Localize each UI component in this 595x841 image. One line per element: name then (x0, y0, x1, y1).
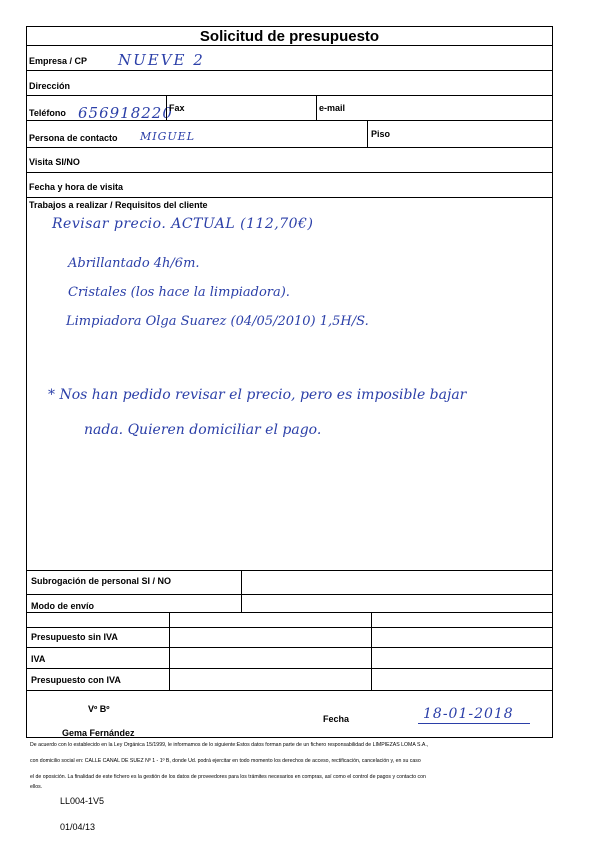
row-divider-2 (26, 95, 553, 96)
fecha-hora-visita-label: Fecha y hora de visita (29, 182, 124, 192)
telefono-label: Teléfono (29, 108, 66, 118)
footer-date: 01/04/13 (60, 822, 96, 832)
footer-code: LL004-1V5 (60, 796, 105, 806)
subrogacion-label: Subrogación de personal SI / NO (31, 576, 172, 586)
direccion-label: Dirección (29, 81, 71, 91)
row-divider-4 (26, 147, 553, 148)
price-col-1 (169, 612, 170, 690)
modo-envio-label: Modo de envío (31, 601, 94, 611)
row-divider-1 (26, 70, 553, 71)
trabajos-line-6: nada. Quieren domiciliar el pago. (84, 422, 322, 438)
trabajos-line-5: * Nos han pedido revisar el precio, pero es imposible bajar (48, 387, 467, 403)
modo-envio-divider (241, 594, 242, 612)
email-divider (316, 95, 317, 120)
price-col-2 (371, 612, 372, 690)
legal-line-3: el de oposición. La finalidad de este fichero es la gestión de los datos de proveedores para los trámites necesarios en compras, así como el control de pagos y contacto con (30, 774, 426, 780)
fax-label: Fax (169, 103, 185, 113)
row-divider-6 (26, 197, 553, 198)
vb-label: Vº Bº (88, 704, 110, 714)
legal-line-2: con domicilio social en: CALLE CANAL DE SUEZ Nº 1 - 1º B, donde Ud. podrá ejercitar en todo momento los derechos de acceso, rectificación, cancelación y, en su caso (30, 758, 421, 764)
trabajos-line-3: Cristales (los hace la limpiadora). (68, 285, 290, 300)
visita-label: Visita SI/NO (29, 157, 80, 167)
price-row-0 (26, 627, 553, 628)
trabajos-line-2: Abrillantado 4h/6m. (68, 256, 200, 271)
email-label: e-mail (319, 103, 346, 113)
form-title: Solicitud de presupuesto (199, 28, 380, 45)
trabajos-line-4: Limpiadora Olga Suarez (04/05/2010) 1,5H/S. (66, 314, 369, 329)
fecha-underline (418, 723, 530, 724)
legal-line-4: ellos. (30, 784, 43, 790)
lower-divider-1 (26, 570, 553, 571)
empresa-cp-label: Empresa / CP (29, 56, 88, 66)
presupuesto-sin-iva-label: Presupuesto sin IVA (31, 632, 118, 642)
trabajos-line-1: Revisar precio. ACTUAL (112,70€) (52, 216, 314, 232)
piso-label: Piso (371, 129, 391, 139)
price-row-2 (26, 668, 553, 669)
fecha-label: Fecha (323, 714, 350, 724)
trabajos-label: Trabajos a realizar / Requisitos del cliente (29, 200, 208, 210)
row-divider-5 (26, 172, 553, 173)
lower-divider-3 (26, 612, 553, 613)
piso-divider (367, 120, 368, 147)
legal-line-1: De acuerdo con lo establecido en la Ley Orgánica 15/1999, le informamos de lo siguiente:Estos datos forman parte de un fichero responsabilidad de LIMPIEZAS LOMA S.A., (30, 742, 429, 748)
empresa-value: NUEVE 2 (118, 51, 205, 69)
title-divider (26, 45, 553, 46)
iva-label: IVA (31, 654, 46, 664)
subrogacion-divider (241, 570, 242, 594)
persona-contacto-value: MIGUEL (140, 130, 196, 143)
price-row-3 (26, 690, 553, 691)
signer-name: Gema Fernández (62, 728, 135, 738)
telefono-value: 656918220 (78, 104, 173, 122)
price-row-1 (26, 647, 553, 648)
row-divider-3 (26, 120, 553, 121)
fecha-value: 18-01-2018 (423, 706, 514, 722)
lower-divider-2 (26, 594, 553, 595)
persona-contacto-label: Persona de contacto (29, 133, 118, 143)
presupuesto-con-iva-label: Presupuesto con IVA (31, 675, 121, 685)
fax-divider (166, 95, 167, 120)
